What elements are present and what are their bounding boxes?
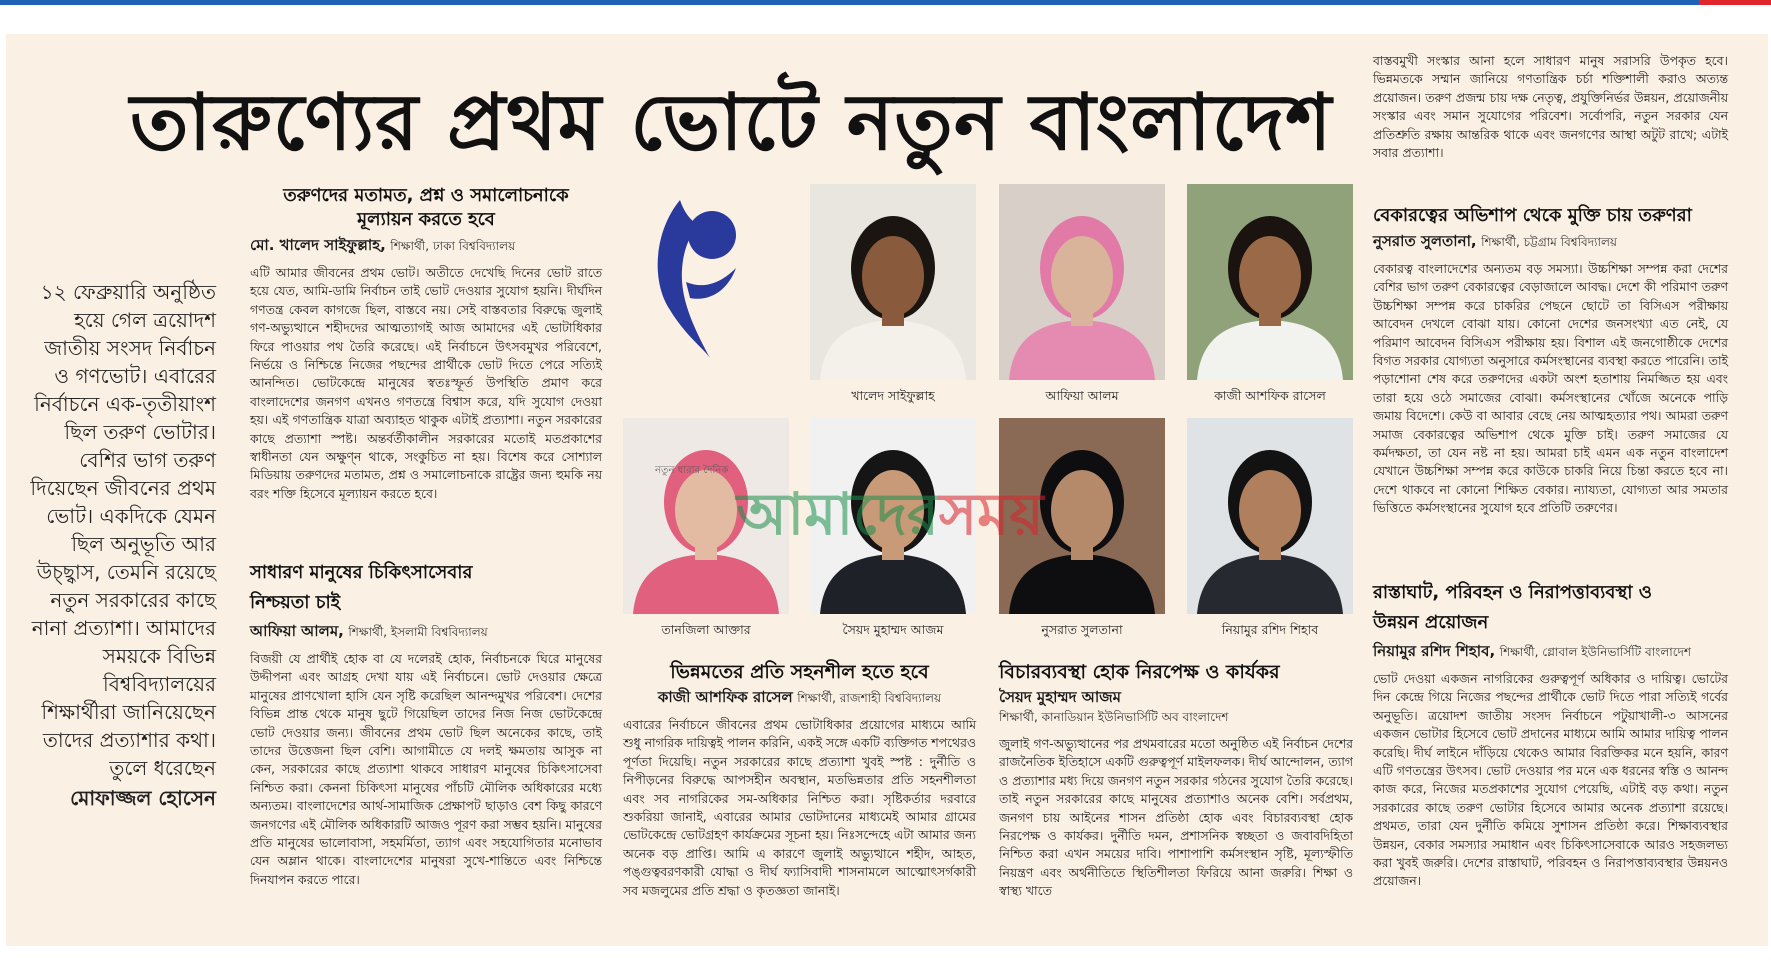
- author-role: শিক্ষার্থী, চট্টগ্রাম বিশ্ববিদ্যালয়: [1481, 235, 1618, 249]
- portrait-image: [623, 418, 789, 614]
- portrait-image: [1187, 184, 1353, 380]
- article-body-continued: বাস্তবমুখী সংস্কার আনা হলে সাধারণ মানুষ সরাসরি উপকৃত হবে। ভিন্নমতকে সম্মান জানিয়ে গণতান্ত্রিক চর্চা শক্তিশালী করাও অত্যন্ত প্রয়োজন। তরুণ প্রজন্ম চায় দক্ষ নেতৃত্ব, প্রযুক্তিনির্ভর উন্নয়ন, প্রয়োজনীয় সংস্কার এবং সমান সুযোগের পরিবেশ। সর্বোপরি, নতুন সরকার যেন প্রতিশ্রুতি রক্ষায় আন্তরিক থাকে এবং জনগণের আস্থা অটুট রাখে; এটাই সবার প্রত্যাশা।: [1373, 53, 1728, 161]
- article-heading: ভিন্নমতের প্রতি সহনশীল হতে হবে: [670, 661, 929, 683]
- byline: [250, 621, 602, 642]
- portrait-image: [1187, 418, 1353, 614]
- portrait-photo: [999, 418, 1165, 614]
- photo-caption: নুসরাত সুলতানা: [1041, 622, 1123, 637]
- portrait-photo: [999, 184, 1165, 380]
- photo-caption: সৈয়দ মুহাম্মদ আজম: [842, 622, 944, 637]
- author-name: আফিয়া আলম,: [250, 622, 344, 640]
- page-title: তারুণ্যের প্রথম ভোটে নতুন বাংলাদেশ: [130, 77, 1333, 168]
- byline: [999, 687, 1353, 727]
- top-accent-bar: [0, 0, 1771, 5]
- article-6: [1373, 578, 1728, 891]
- portrait-photo: [1187, 184, 1353, 380]
- author-role: শিক্ষার্থী, রাজশাহী বিশ্ববিদ্যালয়: [797, 691, 942, 705]
- portrait-photo: [1187, 418, 1353, 614]
- newspaper-logo-icon: [650, 190, 750, 360]
- article-body: জুলাই গণ-অভ্যুত্থানের পর প্রথমবারের মতো অনুষ্ঠিত এই নির্বাচন দেশের রাজনৈতিক ইতিহাসে একটি গুরুত্বপূর্ণ মাইলফলক। দীর্ঘ আন্দোলন, ত্যাগ ও প্রত্যাশার মধ্য দিয়ে জনগণ নতুন সরকার গঠনের সুযোগ তৈরি করেছে। তাই নতুন সরকারের কাছে মানুষের প্রত্যাশাও অনেক বেশি। সর্বপ্রথম, জনগণ চায় আইনের শাসন প্রতিষ্ঠা হোক এবং বিচারব্যবস্থা হোক নিরপেক্ষ ও কার্যকর। দুর্নীতি দমন, প্রশাসনিক স্বচ্ছতা ও জবাবদিহিতা নিশ্চিত করা এখন সময়ের দাবি। পাশাপাশি কর্মসংস্থান সৃষ্টি, মূল্যস্ফীতি নিয়ন্ত্রণ এবং অর্থনীতিতে স্থিতিশীলতা ফিরিয়ে আনা জরুরি। শিক্ষা ও স্বাস্থ্য খাতে: [999, 736, 1353, 899]
- watermark-part1: আমাদের: [736, 480, 939, 548]
- author-name: সৈয়দ মুহাম্মদ আজম: [999, 688, 1121, 706]
- byline: [1373, 641, 1728, 662]
- article-4: [999, 660, 1353, 901]
- article-3: [623, 660, 976, 900]
- byline: [623, 687, 976, 708]
- author-role: শিক্ষার্থী, কানাডিয়ান ইউনিভার্সিটি অব বাংলাদেশ: [999, 710, 1229, 724]
- portrait-image: [999, 418, 1165, 614]
- photo-caption: কাজী আশফিক রাসেল: [1214, 388, 1326, 403]
- photo-caption: নিয়ামুর রশিদ শিহাব: [1221, 622, 1319, 637]
- byline: [250, 235, 602, 256]
- author-name: নিয়ামুর রশিদ শিহাব,: [1373, 642, 1496, 660]
- intro-text: [30, 278, 216, 812]
- photo-caption: তানজিলা আক্তার: [661, 622, 751, 637]
- portrait-photo: [623, 418, 789, 614]
- article-1: [250, 184, 602, 503]
- top-accent-bar-red: [1699, 0, 1771, 5]
- author-role: শিক্ষার্থী, ইসলামী বিশ্ববিদ্যালয়: [348, 625, 488, 639]
- author-name: নুসরাত সুলতানা,: [1373, 232, 1477, 250]
- article-body: বিজয়ী যে প্রার্থীই হোক বা যে দলেরই হোক, নির্বাচনকে ঘিরে মানুষের উদ্দীপনা এবং আগ্রহ দেখা যায় এই নির্বাচনে। ভোট দেওয়ার ক্ষেত্রে মানুষের প্রাণখোলা হাসি যেন সৃষ্টি করেছিল আনন্দমুখর পরিবেশ। দেশের বিভিন্ন প্রান্ত থেকে মানুষ ছুটে গিয়েছিল তাদের নিজ নিজ ভোটকেন্দ্রে ভোট দেওয়ার জন্য। জীবনের প্রথম ভোট ছিল অনেকের কাছে, তাই তাদের উত্তেজনা ছিল বেশি। আগামীতে যে দলই ক্ষমতায় আসুক না কেন, সরকারের কাছে প্রত্যাশা থাকবে সাধারণ মানুষের চিকিৎসাসেবা নিশ্চিত করা। কেননা চিকিৎসা মানুষের পাঁচটি মৌলিক অধিকারের মধ্যে অন্যতম। বাংলাদেশের আর্থ-সামাজিক প্রেক্ষাপট ছাড়াও বেশ কিছু কারণে জনগণের এই মৌলিক অধিকারটি আজও পূরণ করা সম্ভব হয়নি। মানুষের প্রতি মানুষের ভালোবাসা, সহমর্মিতা, ত্যাগ এবং সহযোগিতার মনোভাব যেন অম্লান থাকে। বাংলাদেশের মানুষরা সুখে-শান্তিতে এবং নিশ্চিন্তে দিনযাপন করতে পারে।: [250, 651, 602, 887]
- author-role: শিক্ষার্থী, গ্লোবাল ইউনিভার্সিটি বাংলাদেশ: [1499, 645, 1691, 659]
- author-name: মো. খালেদ সাইফুল্লাহ,: [250, 236, 386, 254]
- portrait-photo: [810, 418, 976, 614]
- article-heading: তরুণদের মতামত, প্রশ্ন ও সমালোচনাকে মূল্যায়ন করতে হবে: [283, 185, 569, 230]
- portrait-image: [999, 184, 1165, 380]
- watermark-part2: সময়: [938, 480, 1044, 548]
- article-body: বেকারত্ব বাংলাদেশের অন্যতম বড় সমস্যা। উচ্চশিক্ষা সম্পন্ন করা দেশের বেশির ভাগ তরুণ বেকারত্বের বেড়াজালে আবদ্ধ। দেশে কী পরিমাণ তরুণ উচ্চশিক্ষা সম্পন্ন করে চাকরির পেছনে ছোটে তা বিসিএস পরীক্ষায় আবেদন দেখলে বোঝা যায়। কোনো দেশের জনসংখ্যা এত নেই, যে পরিমাণ আবেদন বিসিএস পরীক্ষায় হয়। বিশাল এই জনগোষ্ঠীকে দেশের বিগত সরকার যোগ্যতা অনুসারে কর্মসংস্থানের ব্যবস্থা করতে পারেনি। তাই পড়াশোনা শেষ করে তরুণদের একটা অংশ হতাশায় নিমজ্জিত হয় এবং তারা হয়ে ওঠে সমাজের বোঝা। কর্মসংস্থানের খোঁজে অনেকে পাড়ি জমায় বিদেশে। কেউ বা আবার বেছে নেয় আত্মহত্যার পথ। আমরা তরুণ সমাজ বেকারত্বের অভিশাপ থেকে মুক্তি চাই। তরুণ সমাজের যে কর্মদক্ষতা, তা যেন নষ্ট না হয়। আমরা চাই এমন এক নতুন বাংলাদেশ যেখানে উচ্চশিক্ষা সম্পন্ন করে কাউকে চাকরি নিয়ে চিন্তা করতে হবে না। দেশে থাকবে না কোনো শিক্ষিত বেকার। ন্যায্যতা, যোগ্যতা আর সমতার ভিত্তিতে কর্মসংস্থানের সুযোগ হবে প্রতিটি তরুণের।: [1373, 261, 1728, 516]
- byline: [1373, 231, 1728, 252]
- author-role: শিক্ষার্থী, ঢাকা বিশ্ববিদ্যালয়: [390, 239, 516, 253]
- portrait-photo: [810, 184, 976, 380]
- article-heading: বিচারব্যবস্থা হোক নিরপেক্ষ ও কার্যকর: [999, 661, 1280, 683]
- intro-body: ১২ ফেব্রুয়ারি অনুষ্ঠিত হয়ে গেল ত্রয়োদশ জাতীয় সংসদ নির্বাচন ও গণভোট। এবারের নির্বাচনে এক-তৃতীয়াংশ ছিল তরুণ ভোটার। বেশির ভাগ তরুণ দিয়েছেন জীবনের প্রথম ভোট। একদিকে যেমন ছিল অনুভূতি আর উচ্ছ্বাস, তেমনি রয়েছে নতুন সরকারের কাছে নানা প্রত্যাশা। আমাদের সময়কে বিভিন্ন বিশ্ববিদ্যালয়ের শিক্ষার্থীরা জানিয়েছেন তাদের প্রত্যাশার কথা। তুলে ধরেছেন: [30, 280, 216, 780]
- article-body: ভোট দেওয়া একজন নাগরিকের গুরুত্বপূর্ণ অধিকার ও দায়িত্ব। ভোটের দিন কেন্দ্রে গিয়ে নিজের পছন্দের প্রার্থীকে ভোট দিতে পারা সত্যিই গর্বের অনুভূতি। ত্রয়োদশ জাতীয় সংসদ নির্বাচনে পটুয়াখালী-৩ আসনের একজন ভোটার হিসেবে ভোট প্রদানের মাধ্যমে আমি আমার দায়িত্ব পালন করেছি। দীর্ঘ লাইনে দাঁড়িয়ে থেকেও আমার বিরক্তিকর মনে হয়নি, কারণ এটি গণতন্ত্রের উৎসব। ভোট দেওয়ার পর মনে এক ধরনের স্বস্তি ও আনন্দ কাজ করে, নিজের মতপ্রকাশের সুযোগ পেয়েছি, এটাই বড় কথা। নতুন সরকারের কাছে তরুণ ভোটার হিসেবে আমার অনেক প্রত্যাশা রয়েছে। প্রথমত, তারা যেন দুর্নীতি কমিয়ে সুশাসন প্রতিষ্ঠা করে। শিক্ষাব্যবস্থার উন্নয়ন, বেকার সমস্যার সমাধান এবং চিকিৎসাসেবাকে আরও সহজলভ্য করা খুবই জরুরি। দেশের রাস্তাঘাট, পরিবহন ও নিরাপত্তাব্যবস্থার উন্নয়নও প্রয়োজন।: [1373, 671, 1728, 889]
- portrait-image: [810, 418, 976, 614]
- author-name: কাজী আশফিক রাসেল: [657, 688, 793, 706]
- intro-author: মোফাজ্জল হোসেন: [70, 786, 216, 810]
- article-body: এবারের নির্বাচনে জীবনের প্রথম ভোটাধিকার প্রয়োগের মাধ্যমে আমি শুধু নাগরিক দায়িত্বই পালন করিনি, একই সঙ্গে একটি ব্যক্তিগত শপথেরও পূর্ণতা দিয়েছি। নতুন সরকারের কাছে প্রত্যাশা খুবই স্পষ্ট : দুর্নীতি ও নিপীড়নের বিরুদ্ধে আপসহীন অবস্থান, মতভিন্নতার প্রতি সহনশীলতা এবং সব নাগরিকের সম-অধিকার নিশ্চিত করা। সৃষ্টিকর্তার দরবারে শুকরিয়া জানাই, এবারের আমার ভোটদানের মাধ্যমেই আমার গ্রামের ভোটকেন্দ্রে ভোটগ্রহণ কার্যক্রমের সূচনা হয়। নিঃসন্দেহে এটা আমার জন্য অনেক বড় প্রাপ্তি। আমি এ কারণে জুলাই অভ্যুত্থানে শহীদ, আহত, পঙ্গুত্ববরণকারী যোদ্ধা ও দীর্ঘ ফ্যাসিবাদী শাসনামলে আত্মোৎসর্গকারী সব মজলুমের প্রতি শ্রদ্ধা ও কৃতজ্ঞতা জানাই।: [623, 717, 976, 898]
- article-heading: সাধারণ মানুষের চিকিৎসাসেবার নিশ্চয়তা চাই: [250, 562, 473, 613]
- watermark-tagline: নতুন ধারার দৈনিক: [655, 465, 729, 476]
- article-4-continuation: [1373, 52, 1728, 162]
- photo-caption: আফিয়া আলম: [1045, 388, 1119, 403]
- photo-caption: খালেদ সাইফুল্লাহ: [851, 388, 935, 403]
- article-5: [1373, 204, 1728, 518]
- article-2: [250, 558, 602, 889]
- portrait-image: [810, 184, 976, 380]
- article-heading: রাস্তাঘাট, পরিবহন ও নিরাপত্তাব্যবস্থা ও উন্নয়ন প্রয়োজন: [1373, 582, 1653, 633]
- article-body: এটি আমার জীবনের প্রথম ভোট। অতীতে দেখেছি দিনের ভোট রাতে হয়ে যেত, আমি-ডামি নির্বাচন তাই ভোট দেওয়ার সুযোগ হয়নি। দীর্ঘদিন গণতন্ত্র কেবল কাগজে ছিল, বাস্তবে নয়। সেই বাস্তবতার বিরুদ্ধে জুলাই গণ-অভ্যুত্থানে শহীদদের আত্মত্যাগই আজ আমাদের এই ভোটাধিকার ফিরে পাওয়ার পথ তৈরি করেছে। এই নির্বাচনে উৎসবমুখর পরিবেশে, নির্ভয়ে ও নিশ্চিন্তে নিজের পছন্দের প্রার্থীকে ভোট দিতে পেরে সত্যিই আনন্দিত। ভোটকেন্দ্রে মানুষের স্বতঃস্ফূর্ত উপস্থিতি প্রমাণ করে বাংলাদেশের জনগণ এখনও গণতন্ত্রে বিশ্বাস করে, যদি সুযোগ দেওয়া হয়। এই গণতান্ত্রিক যাত্রা অব্যাহত থাকুক এটাই প্রত্যাশা। নতুন সরকারের কাছে প্রত্যাশা স্পষ্ট। অন্তর্বর্তীকালীন সরকারের মতোই মতপ্রকাশের স্বাধীনতা যেন অক্ষুণ্ন থাকে, সংকুচিত না হয়। বিশেষ করে সোশ্যাল মিডিয়ায় তরুণদের মতামত, প্রশ্ন ও সমালোচনাকে রাষ্ট্রের জন্য হুমকি নয় বরং শক্তি হিসেবে মূল্যায়ন করতে হবে।: [250, 265, 602, 501]
- article-heading: বেকারত্বের অভিশাপ থেকে মুক্তি চায় তরুণরা: [1373, 205, 1692, 226]
